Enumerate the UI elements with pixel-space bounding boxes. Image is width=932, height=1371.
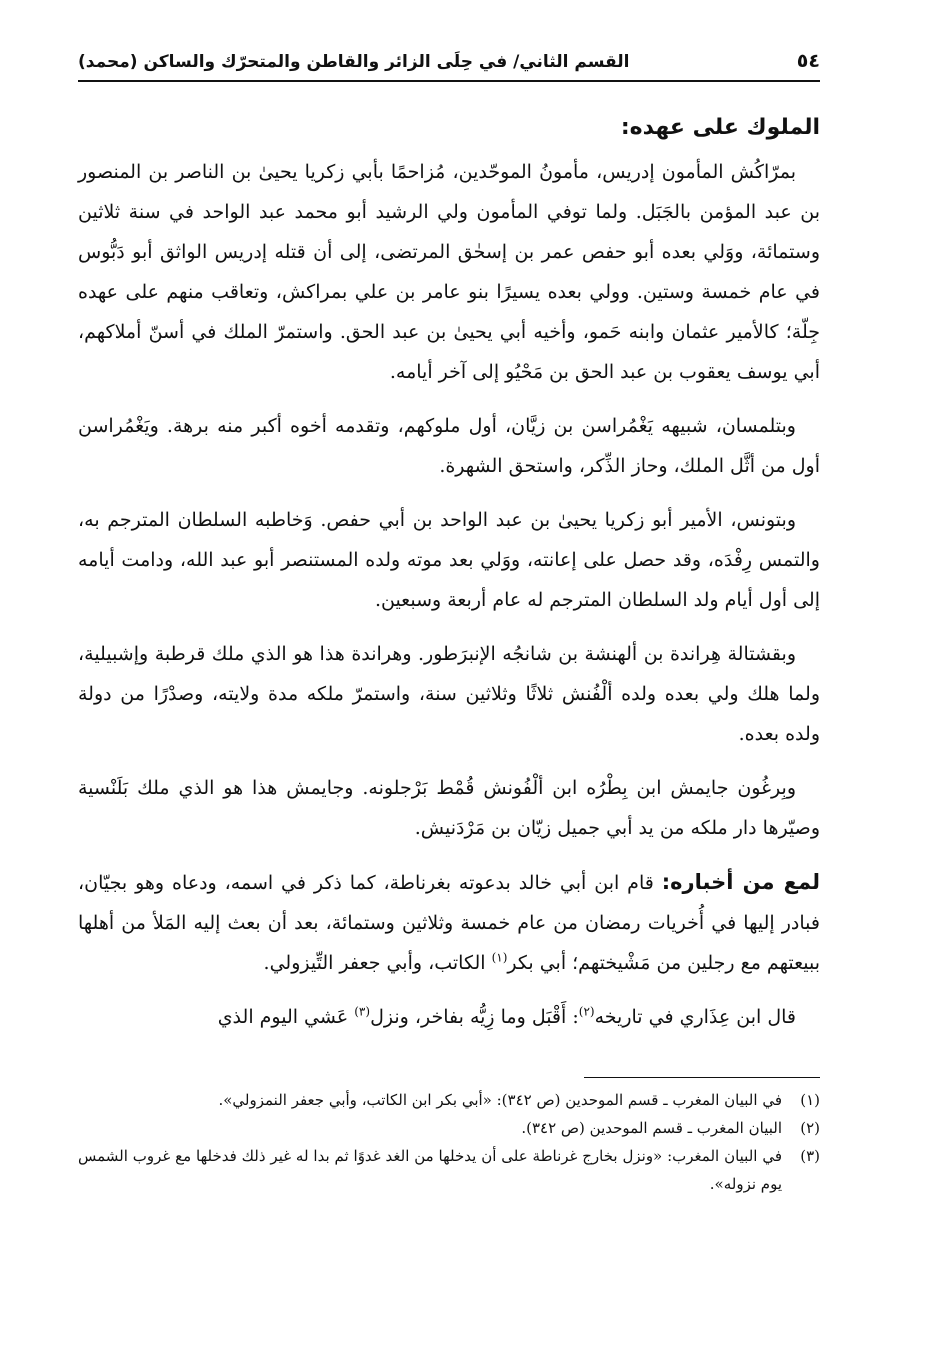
footnote-text: في البيان المغرب ـ قسم الموحدين (ص ٣٤٢): «أبي بكر ابن الكاتب، وأبي جعفر النمزولي». <box>218 1091 782 1109</box>
footnote-3 <box>78 1142 820 1198</box>
paragraph-tlemcen: وبتلمسان، شبيهه يَغْمُراسن بن زيَّان، أول ملوكهم، وتقدمه أخوه أكبر منه برهة. ويَغْمُراسن أول من أثَّل الملك، وحاز الذِّكر، واستحق الشهرة. <box>78 415 820 477</box>
paragraph-news <box>78 862 820 983</box>
footnote-2 <box>78 1114 820 1142</box>
paragraph-marrakesh: بمرّاكُش المأمون إدريس، مأمونُ الموحّدين، مُزاحمًا بأبي زكريا يحيىٰ بن الناصر بن المنصور بن عبد المؤمن بالجَبَل. ولما توفي المأمون ولي الرشيد أبو محمد عبد الواحد في سنة ثلاثين وستمائة، ووَلي بعده أبو حفص عمر بن إسحٰق المرتضى، إلى أن قتله إدريس الواثق أبو دَبُّوس في عام خمسة وستين. وولي بعده يسيرًا بنو عامر بن علي بمراكش، وتعاقب منهم على عهده جِلّة؛ كالأمير عثمان وابنه حَمو، وأخيه أبي يحيىٰ بن عبد الحق. واستمرّ الملك في أسنّ أملاكهم، أبي يوسف يعقوب بن عبد الحق بن مَحْيُو إلى آخر أيامه. <box>78 161 820 383</box>
footnote-1 <box>78 1086 820 1114</box>
page-number: ٥٤ <box>796 50 820 72</box>
footnote-text: البيان المغرب ـ قسم الموحدين (ص ٣٤٢). <box>521 1119 782 1137</box>
footnote-ref-2: (٢) <box>578 1004 595 1019</box>
paragraph-aragon: وبِرغُون جايمش ابن بِطْرُه ابن ألْفُونش قُمْط بَرْجلونه. وجايمش هذا هو الذي ملك بَلَنْسية وصيّرها دار ملكه من يد أبي جميل زيّان بن مَرْدَنيش. <box>78 777 820 839</box>
paragraph-castile: وبقشتالة هِراندة بن ألهنشة بن شانجُه الإنبرَطور. وهراندة هذا هو الذي ملك قرطبة وإشبيلية، ولما هلك ولي بعده ولده ألْفُنش ثلاثًا وثلاثين سنة، واستمرّ ملكه مدة ولايته، وصدْرًا من دولة ولده بعده. <box>78 643 820 745</box>
idhari-text-1: قال ابن عِذَاري في تاريخه <box>594 1006 796 1028</box>
running-title: القسم الثاني/ في حِلَى الزائر والقاطن والمتحرّك والساكن (محمد) <box>78 52 630 72</box>
footnote-number: (١) <box>800 1091 820 1109</box>
footnote-ref-1: (١) <box>491 950 508 965</box>
footnote-number: (٢) <box>800 1119 820 1137</box>
book-page <box>78 50 820 1198</box>
body-text <box>78 152 820 1037</box>
paragraph-tunis: وبتونس، الأمير أبو زكريا يحيىٰ بن عبد الواحد بن أبي حفص. وَخاطبه السلطان المترجم به، والتمس رِفْدَه، وقد حصل على إعانته، ووَلي بعد موته ولده المستنصر أبو عبد الله، ودامت أيامه إلى أول أيام ولد السلطان المترجم له عام أربعة وسبعين. <box>78 509 820 611</box>
footnotes <box>78 1086 820 1198</box>
footnote-number: (٣) <box>800 1147 820 1165</box>
news-lead: لمع من أخباره: <box>661 870 820 894</box>
paragraph-ibn-idhari <box>78 997 820 1037</box>
footnote-separator <box>584 1077 820 1078</box>
idhari-text-2: : أَقْبَل وما زِيُّه بفاخر، ونزل <box>370 1006 579 1028</box>
running-header <box>78 50 820 82</box>
news-text-2: الكاتب، وأبي جعفر التِّيزولي. <box>263 952 492 974</box>
idhari-text-3: عَشي اليوم الذي <box>217 1006 355 1028</box>
footnote-ref-3: (٣) <box>354 1004 371 1019</box>
footnote-text: في البيان المغرب: «ونزل بخارج غرناطة على أن يدخلها من الغد غدوًا ثم بدا له غير ذلك فدخلها مع غروب الشمس يوم نزوله». <box>78 1147 782 1193</box>
news-text-1: قام ابن أبي خالد بدعوته بغرناطة، كما ذكر في اسمه، ودعاه وهو بجيّان، فبادر إليها في أُخريات رمضان من عام خمسة وثلاثين وستمائة، بعد أن بعث إليه المَلأ من أهلها ببيعتهم مع رجلين من مَشْيختهم؛ أبي بكر <box>78 872 820 974</box>
section-heading: الملوك على عهده: <box>620 115 820 140</box>
